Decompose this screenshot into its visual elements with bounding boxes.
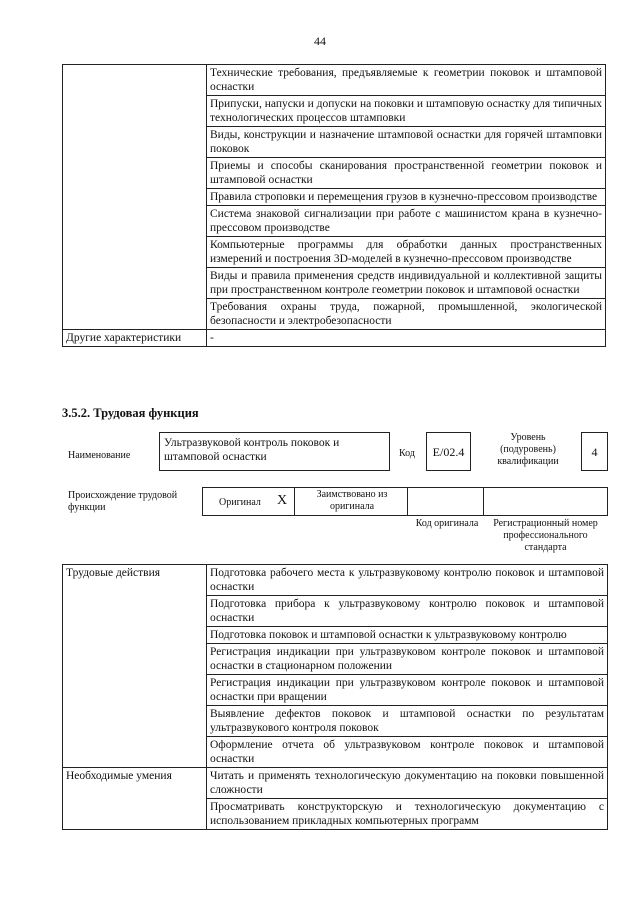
origin-label: Происхождение трудовой функции: [68, 490, 178, 513]
table-cell: Виды, конструкции и назначение штамповой оснастки для горячей штамповки поковок: [207, 127, 606, 158]
section-title: 3.5.2. Трудовая функция: [62, 406, 199, 420]
table-cell: Просматривать конструкторскую и технологическую документацию с использованием прикладных компьютерных программ: [207, 799, 608, 830]
table-cell: Виды и правила применения средств индивидуальной и коллективной защиты при пространственном контроле геометрии поковок и штамповой оснастки: [207, 268, 606, 299]
table-cell: Подготовка прибора к ультразвуковому контролю поковок и штамповой оснастки: [207, 596, 608, 627]
page-number: 44: [314, 34, 326, 48]
table-cell: Оформление отчета об ультразвуковом контроле поковок и штамповой оснастки: [207, 737, 608, 768]
table-cell: Правила строповки и перемещения грузов в кузнечно-прессовом производстве: [207, 189, 606, 206]
reg-number-caption: Регистрационный номер профессионального стандарта: [493, 518, 598, 553]
row-label-empty: [63, 65, 207, 330]
origin-code-cell: [407, 487, 484, 516]
original-code-caption: Код оригинала: [415, 518, 479, 529]
table-cell: Технические требования, предъявляемые к геометрии поковок и штамповой оснастки: [207, 65, 606, 96]
table-cell: Компьютерные программы для обработки данных пространственных измерений и построения 3D-моделей в кузнечно-прессовом производстве: [207, 237, 606, 268]
table-row: [63, 330, 606, 347]
level-label: Уровень (подуровень) квалификации: [497, 432, 559, 467]
knowledge-table: [62, 64, 606, 347]
level-box: 4: [581, 432, 608, 471]
table-cell: Выявление дефектов поковок и штамповой оснастки по результатам ультразвукового контроля поковок: [207, 706, 608, 737]
table-cell: Припуски, напуски и допуски на поковки и штамповую оснастку для типичных технологических процессов штамповки: [207, 96, 606, 127]
table-cell: Требования охраны труда, пожарной, промышленной, экологической безопасности и электробезопасности: [207, 299, 606, 330]
origin-mark: X: [277, 493, 288, 508]
origin-reg-cell: [483, 487, 608, 516]
table-row: [63, 768, 608, 799]
table-row: [63, 565, 608, 596]
other-characteristics-value: -: [207, 330, 606, 347]
labor-actions-label: Трудовые действия: [63, 565, 207, 768]
origin-borrowed-text: Заимствовано из оригинала: [316, 489, 388, 512]
table-row: [63, 65, 606, 96]
name-label: Наименование: [68, 450, 131, 461]
code-label: Код: [399, 448, 415, 459]
table-cell: Читать и применять технологическую документацию на поковки повышенной сложности: [207, 768, 608, 799]
function-name-box: Ультразвуковой контроль поковок и штамповой оснастки: [159, 432, 390, 471]
table-cell: Регистрация индикации при ультразвуковом контроле поковок и штамповой оснастки при вращении: [207, 675, 608, 706]
origin-original-text: Оригинал: [219, 497, 261, 508]
other-characteristics-label: Другие характеристики: [63, 330, 207, 347]
table-cell: Приемы и способы сканирования пространственной геометрии поковок и штамповой оснастки: [207, 158, 606, 189]
function-code-box: E/02.4: [426, 432, 471, 471]
required-skills-label: Необходимые умения: [63, 768, 207, 830]
table-cell: Регистрация индикации при ультразвуковом контроле поковок и штамповой оснастки в стационарном положении: [207, 644, 608, 675]
table-cell: Подготовка поковок и штамповой оснастки к ультразвуковому контролю: [207, 627, 608, 644]
table-cell: Подготовка рабочего места к ультразвуковому контролю поковок и штамповой оснастки: [207, 565, 608, 596]
table-cell: Система знаковой сигнализации при работе с машинистом крана в кузнечно-прессовом производстве: [207, 206, 606, 237]
labor-actions-table: [62, 564, 608, 830]
